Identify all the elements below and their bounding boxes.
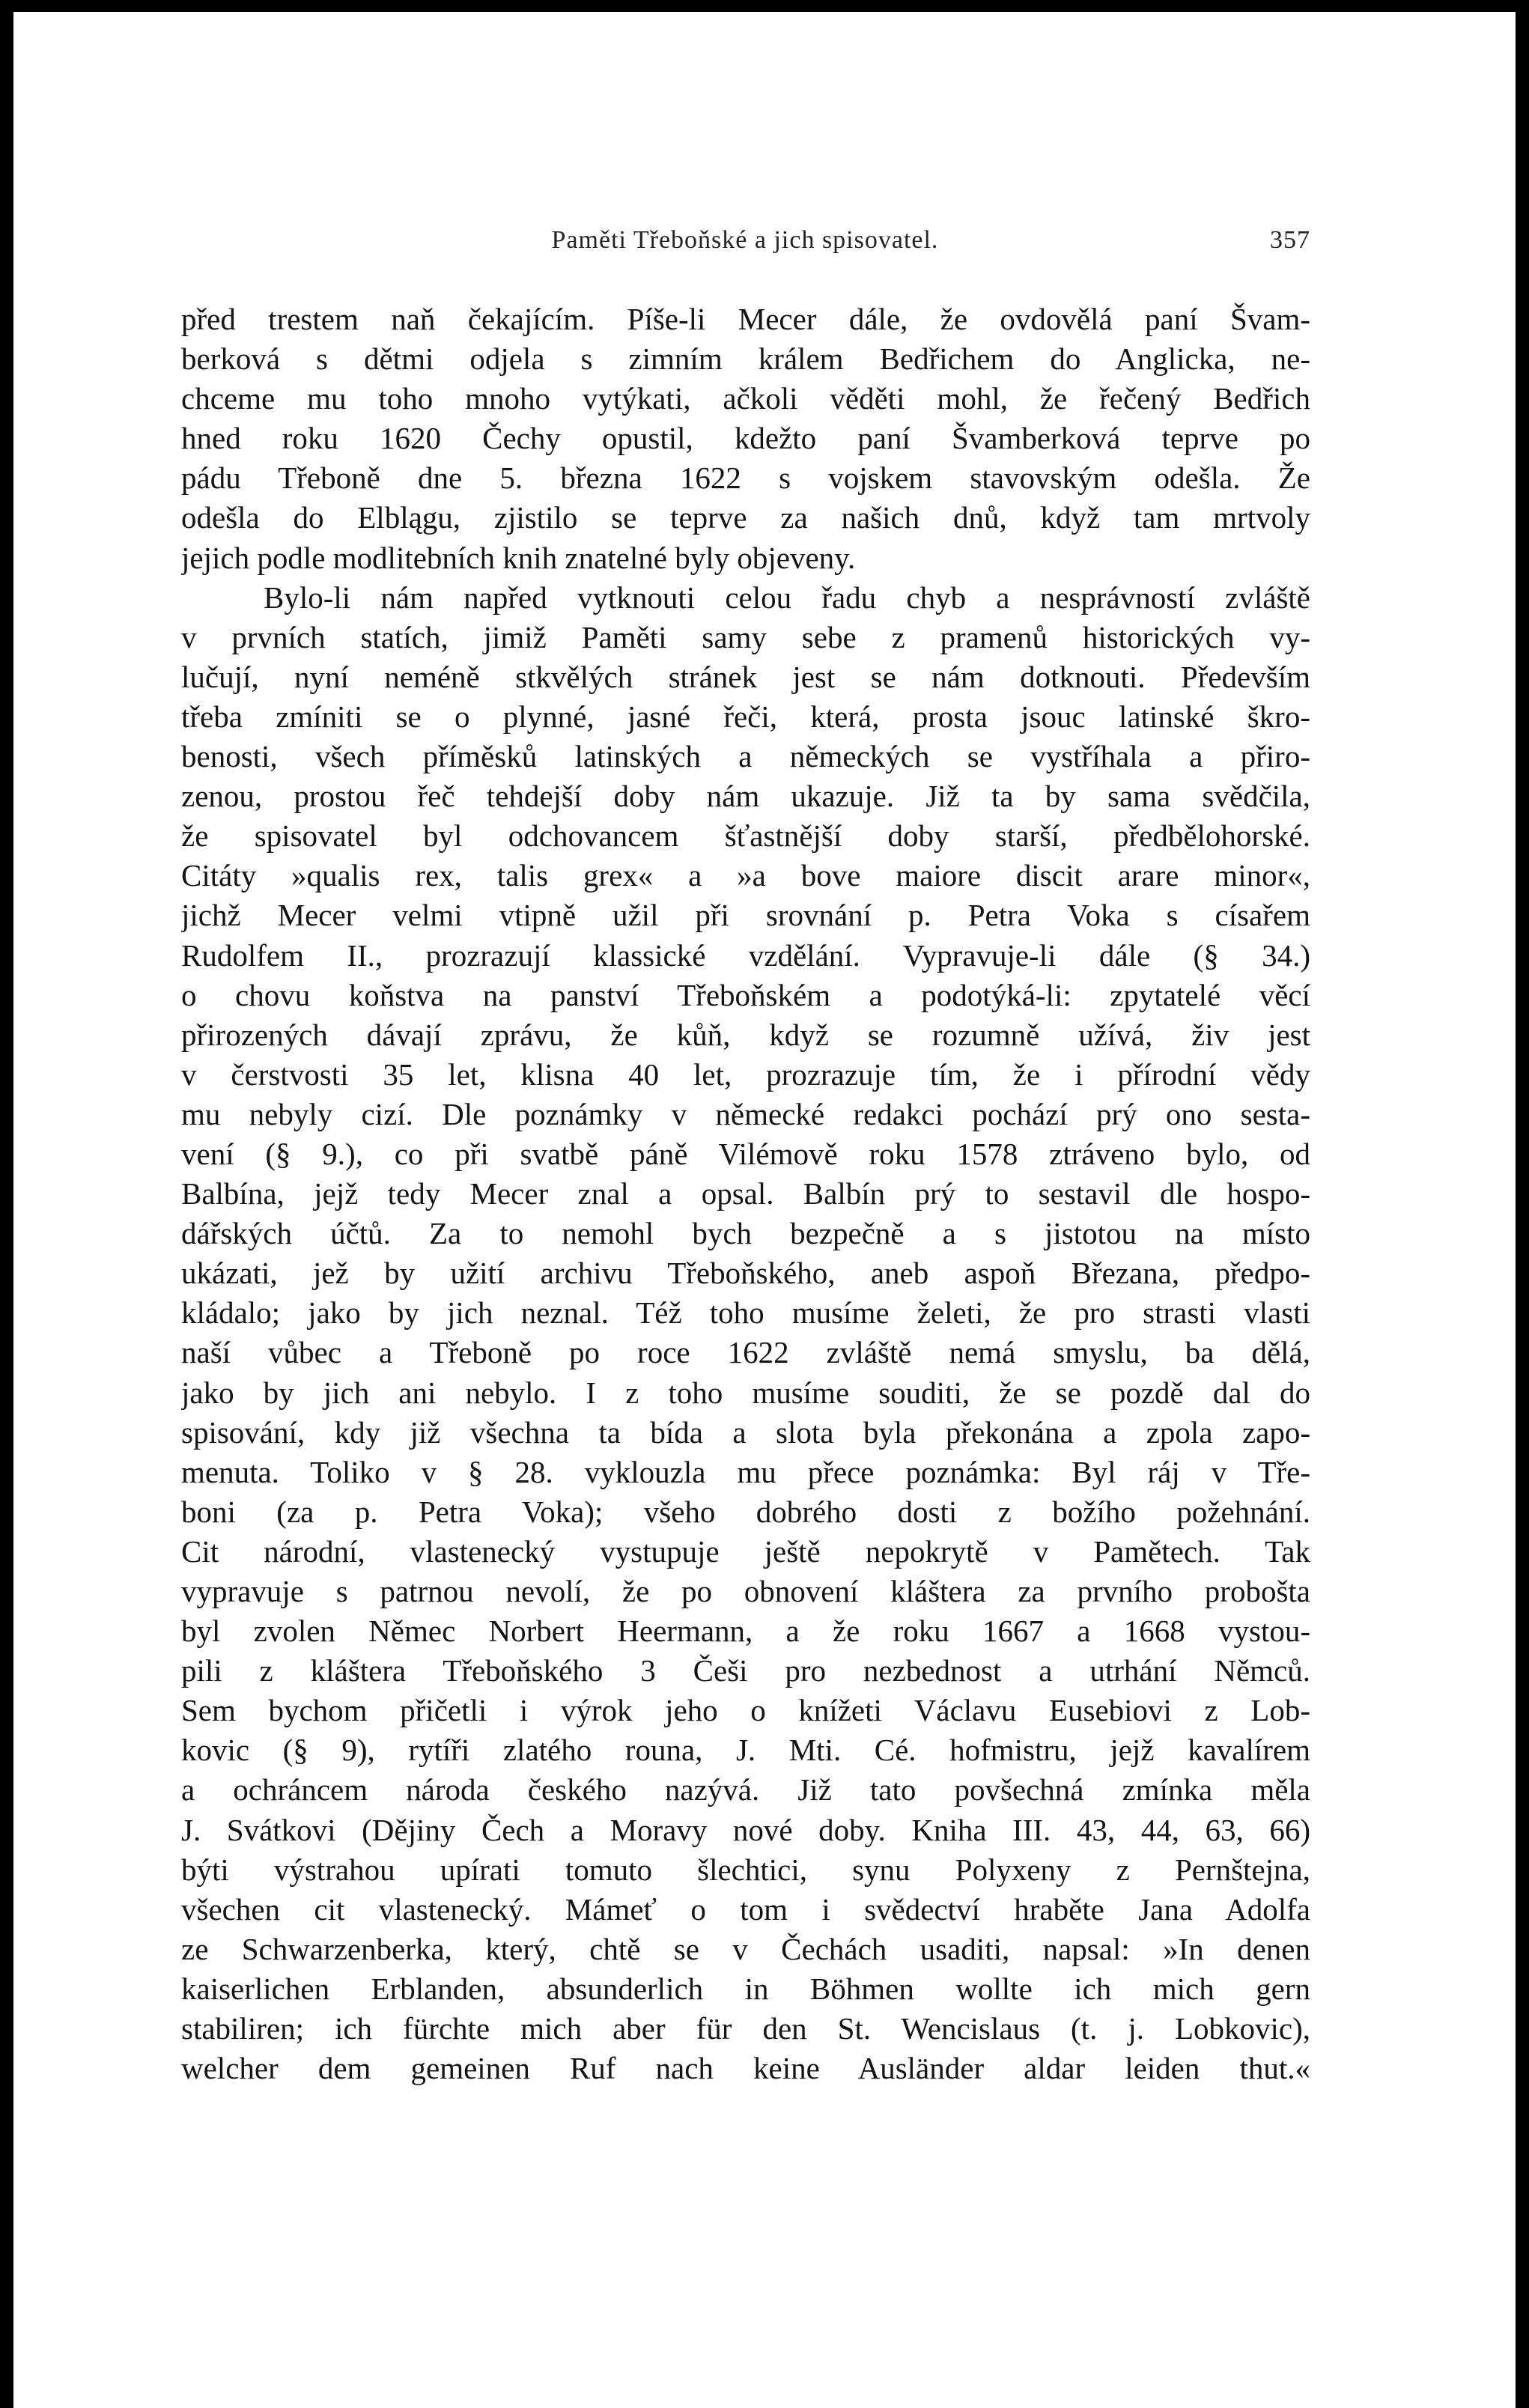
text-line: všechen cit vlastenecký. Mámeť o tom i svědectví hraběte Jana Adolfa (181, 1891, 1310, 1927)
text-line: hned roku 1620 Čechy opustil, kdežto paní Švamberková teprve po (181, 421, 1310, 456)
text-line: že spisovatel byl odchovancem šťastnější doby starší, předbělohorské. (181, 818, 1310, 854)
text-line: welcher dem gemeinen Ruf nach keine Ausländer aldar leiden thut.« (181, 2051, 1310, 2086)
text-line: Sem bychom přičetli i výrok jeho o knížeti Václavu Eusebiovi z Lob- (181, 1693, 1310, 1728)
text-line: Cit národní, vlastenecký vystupuje ještě nepokrytě v Pamětech. Tak (181, 1533, 1310, 1569)
text-line: Rudolfem II., prozrazují klassické vzdělání. Vypravuje-li dále (§ 34.) (181, 937, 1310, 973)
text-line: kládalo; jako by jich neznal. Též toho musíme želeti, že pro strasti vlasti (181, 1295, 1310, 1331)
text-line: menuta. Toliko v § 28. vyklouzla mu přece poznámka: Byl ráj v Tře- (181, 1454, 1310, 1489)
text-line: o chovu koňstva na panství Třeboňském a podotýká-li: zpytatelé věcí (181, 977, 1310, 1012)
text-line: berková s dětmi odjela s zimním králem Bedřichem do Anglicka, ne- (181, 341, 1310, 377)
text-line: ukázati, jež by užití archivu Třeboňského, aneb aspoň Březana, předpo- (181, 1256, 1310, 1291)
running-head (180, 226, 1310, 264)
text-line: pádu Třeboně dne 5. března 1622 s vojskem stavovským odešla. Že (181, 460, 1310, 496)
text-line: byl zvolen Němec Norbert Heermann, a že roku 1667 a 1668 vystou- (181, 1614, 1310, 1649)
text-line: odešla do Elblągu, zjistilo se teprve za našich dnů, když tam mrtvoly (181, 500, 1310, 535)
text-line: lučují, nyní neméně stkvělých stránek jest se nám dotknouti. Především (181, 659, 1310, 694)
text-line: chceme mu toho mnoho vytýkati, ačkoli věděti mohl, že řečený Bedřich (181, 381, 1310, 416)
text-line: Balbína, jejž tedy Mecer znal a opsal. Balbín prý to sestavil dle hospo- (181, 1176, 1310, 1211)
text-line: zenou, prostou řeč tehdejší doby nám ukazuje. Již ta by sama svědčila, (181, 779, 1310, 814)
text-line: a ochráncem národa českého nazývá. Již tato povšechná zmínka měla (181, 1772, 1310, 1807)
scan-border-top (0, 0, 1529, 12)
scan-border-right (1516, 0, 1529, 2408)
text-line: jejich podle modlitebních knih znatelné byly objeveny. (181, 540, 856, 575)
text-line: boni (za p. Petra Voka); všeho dobrého dosti z božího požehnání. (181, 1494, 1310, 1529)
text-line: třeba zmíniti se o plynné, jasné řeči, která, prosta jsouc latinské škro- (181, 699, 1310, 734)
text-line: jako by jich ani nebylo. I z toho musíme souditi, že se pozdě dal do (181, 1375, 1310, 1410)
text-line: stabiliren; ich fürchte mich aber für den St. Wencislaus (t. j. Lobkovic), (181, 2011, 1310, 2046)
text-line: naší vůbec a Třeboně po roce 1622 zvláště nemá smyslu, ba dělá, (181, 1335, 1310, 1370)
text-line: vypravuje s patrnou nevolí, že po obnovení kláštera za prvního probošta (181, 1574, 1310, 1608)
text-line: dářských účtů. Za to nemohl bych bezpečně a s jistotou na místo (181, 1216, 1310, 1251)
body-text (181, 300, 1310, 2088)
text-line: jichž Mecer velmi vtipně užil při srovnání p. Petra Voka s císařem (181, 898, 1310, 933)
text-line: před trestem naň čekajícím. Píše-li Mecer dále, že ovdovělá paní Švam- (181, 302, 1310, 336)
running-title: Paměti Třeboňské a jich spisovatel. (551, 226, 939, 254)
text-line: pili z kláštera Třeboňského 3 Češi pro nezbednost a utrhání Němců. (181, 1653, 1310, 1688)
text-line: vení (§ 9.), co při svatbě páně Vilémově roku 1578 ztráveno bylo, od (181, 1136, 1310, 1171)
text-line: ze Schwarzenberka, který, chtě se v Čechách usaditi, napsal: »In denen (181, 1931, 1310, 1966)
page-number: 357 (1270, 226, 1310, 254)
text-line: spisování, kdy již všechna ta bída a slota byla překonána a zpola zapo- (181, 1414, 1310, 1450)
scan-border-left (0, 0, 13, 2408)
text-line: J. Svátkovi (Dějiny Čech a Moravy nové doby. Kniha III. 43, 44, 63, 66) (181, 1812, 1310, 1847)
text-line: v prvních statích, jimiž Paměti samy sebe z pramenů historických vy- (181, 619, 1310, 654)
text-line: Bylo-li nám napřed vytknouti celou řadu chyb a nesprávností zvláště (264, 580, 1310, 615)
text-line: býti výstrahou upírati tomuto šlechtici, synu Polyxeny z Pernštejna, (181, 1852, 1310, 1887)
text-line: kaiserlichen Erblanden, absunderlich in Böhmen wollte ich mich gern (181, 1971, 1310, 2006)
text-line: Citáty »qualis rex, talis grex« a »a bove maiore discit arare minor«, (181, 858, 1310, 893)
text-line: kovic (§ 9), rytíři zlatého rouna, J. Mti. Cé. hofmistru, jejž kavalírem (181, 1733, 1310, 1768)
text-line: benosti, všech příměsků latinských a německých se vystříhala a přiro- (181, 739, 1310, 774)
text-line: přirozených dávají zprávu, že kůň, když se rozumně užívá, živ jest (181, 1017, 1310, 1052)
text-line: mu nebyly cizí. Dle poznámky v německé redakci pochází prý ono sesta- (181, 1096, 1310, 1131)
text-line: v čerstvosti 35 let, klisna 40 let, prozrazuje tím, že i přírodní vědy (181, 1056, 1310, 1092)
